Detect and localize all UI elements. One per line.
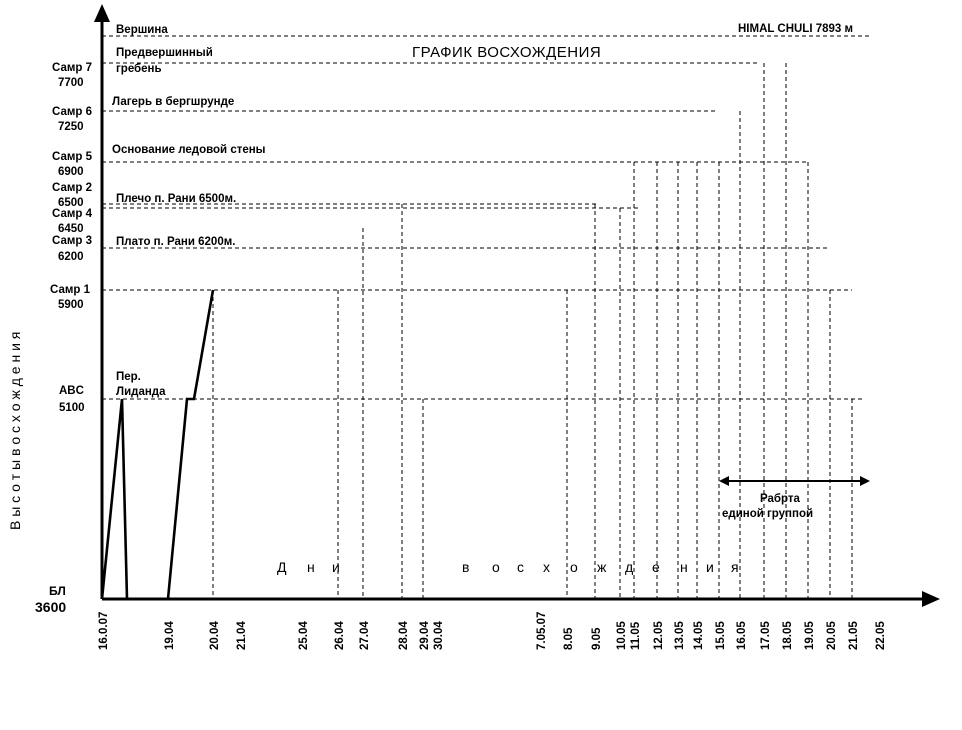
xlabel-20.04: 20.04 bbox=[209, 621, 221, 650]
desc-c3: Плато п. Рани 6200м. bbox=[116, 236, 236, 248]
x-axis-title-char-4: о bbox=[492, 559, 500, 575]
ylabel-c4-value: 6450 bbox=[58, 223, 84, 235]
date-labels bbox=[98, 612, 887, 650]
x-axis-title-char-6: х bbox=[543, 559, 550, 575]
y-axis-arrow bbox=[94, 4, 110, 22]
x-axis-title-char-0: Д bbox=[277, 559, 287, 575]
y-axis-title: В ы с о т ы в о с х о ж д е н и я bbox=[7, 331, 23, 530]
ylabel-abc-value: 5100 bbox=[59, 402, 85, 414]
x-axis-title-char-5: с bbox=[517, 559, 524, 575]
x-axis-title-char-3: в bbox=[462, 559, 470, 575]
x-axis-title-char-13: я bbox=[731, 559, 739, 575]
summit-label: HIMAL CHULI 7893 м bbox=[738, 23, 854, 35]
xlabel-17.05: 17.05 bbox=[760, 621, 772, 650]
axes bbox=[94, 4, 940, 607]
ylabel-c7-camp: Самр 7 bbox=[52, 62, 92, 74]
ylabel-c6-camp: Самр 6 bbox=[52, 106, 92, 118]
ylabel-c5-value: 6900 bbox=[58, 166, 84, 178]
xlabel-20.05: 20.05 bbox=[826, 621, 838, 650]
xlabel-7.05.07: 7.05.07 bbox=[536, 611, 548, 650]
xlabel-22.05: 22.05 bbox=[875, 621, 887, 650]
xlabel-26.04: 26.04 bbox=[334, 621, 346, 650]
group-work-arrow-right bbox=[860, 476, 870, 486]
xlabel-25.04: 25.04 bbox=[298, 621, 310, 650]
x-axis-title-char-9: д bbox=[625, 559, 634, 575]
x-axis-title-char-2: и bbox=[332, 559, 340, 575]
xlabel-19.04: 19.04 bbox=[164, 621, 176, 650]
desc-abc-1: Пер. bbox=[116, 371, 141, 383]
xlabel-16.0.07: 16.0.07 bbox=[98, 611, 110, 650]
ylabel-base-name: БЛ bbox=[49, 584, 66, 598]
xlabel-16.05: 16.05 bbox=[736, 621, 748, 650]
desc-c2: Плечо п. Рани 6500м. bbox=[116, 193, 237, 205]
xlabel-21.05: 21.05 bbox=[848, 621, 860, 650]
x-axis-title-char-11: н bbox=[680, 559, 688, 575]
ylabel-c2-value: 6500 bbox=[58, 197, 84, 209]
ylabel-c3-camp: Самр 3 bbox=[52, 235, 92, 247]
ylabel-c1-camp: Самр 1 bbox=[50, 284, 90, 296]
ylabel-c4-camp: Самр 4 bbox=[52, 208, 92, 220]
ylabel-base-value: 3600 bbox=[35, 599, 67, 615]
xlabel-19.05: 19.05 bbox=[804, 621, 816, 650]
xlabel-30.04: 30.04 bbox=[433, 621, 445, 650]
xlabel-14.05: 14.05 bbox=[693, 621, 705, 650]
group-work-label-2: единой группой bbox=[722, 508, 814, 520]
xlabel-15.05: 15.05 bbox=[715, 621, 727, 650]
xlabel-12.05: 12.05 bbox=[653, 621, 665, 650]
x-axis-arrow bbox=[922, 591, 940, 607]
xlabel-29.04: 29.04 bbox=[419, 621, 431, 650]
desc-summit: Вершина bbox=[116, 24, 168, 36]
ylabel-abc-camp: ABC bbox=[59, 385, 84, 397]
ylabel-c5-camp: Самр 5 bbox=[52, 151, 92, 163]
desc-c7-2: гребень bbox=[116, 63, 162, 75]
chart-title: ГРАФИК ВОСХОЖДЕНИЯ bbox=[412, 44, 602, 61]
ylabel-c1-value: 5900 bbox=[58, 299, 84, 311]
desc-c6: Лагерь в бергшрунде bbox=[112, 96, 235, 108]
xlabel-28.04: 28.04 bbox=[398, 621, 410, 650]
group-work-arrow-left bbox=[719, 476, 729, 486]
xlabel-27.04: 27.04 bbox=[359, 621, 371, 650]
ylabel-c7-value: 7700 bbox=[58, 77, 84, 89]
group-work-label-1: Рабрта bbox=[760, 493, 800, 505]
ylabel-c2-camp: Самр 2 bbox=[52, 182, 92, 194]
xlabel-21.04: 21.04 bbox=[236, 621, 248, 650]
xlabel-9.05: 9.05 bbox=[591, 627, 603, 650]
desc-c5: Основание ледовой стены bbox=[112, 144, 266, 156]
xlabel-8.05: 8.05 bbox=[563, 627, 575, 650]
xlabel-11.05: 11.05 bbox=[630, 621, 642, 650]
altitude-gridlines bbox=[102, 36, 870, 399]
x-axis-title-char-1: н bbox=[307, 559, 315, 575]
ylabel-c3-value: 6200 bbox=[58, 251, 84, 263]
ascent-line bbox=[102, 290, 213, 599]
xlabel-10.05: 10.05 bbox=[616, 621, 628, 650]
x-axis-title-char-10: е bbox=[652, 559, 660, 575]
x-axis-title-char-7: о bbox=[570, 559, 578, 575]
x-axis-title-char-12: и bbox=[706, 559, 714, 575]
xlabel-13.05: 13.05 bbox=[674, 621, 686, 650]
altitude-labels bbox=[35, 24, 266, 615]
desc-abc-2: Лиданда bbox=[116, 386, 166, 398]
x-axis-title-char-8: ж bbox=[597, 559, 607, 575]
desc-c7-1: Предвершинный bbox=[116, 47, 213, 59]
xlabel-18.05: 18.05 bbox=[782, 621, 794, 650]
ylabel-c6-value: 7250 bbox=[58, 121, 84, 133]
